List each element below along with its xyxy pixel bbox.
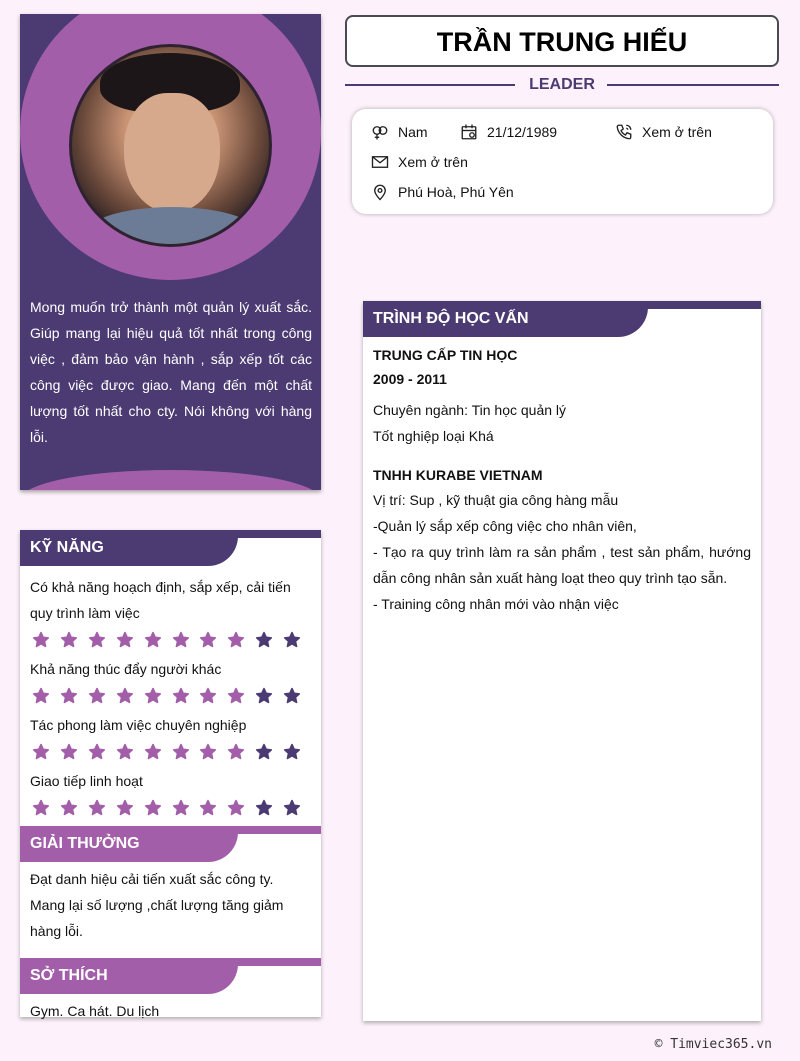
hobbies-header [20,958,321,994]
profile-card [20,14,321,490]
skill-rating [30,626,311,656]
duty-3: - Training công nhân mới vào nhận việc [373,596,619,612]
gender-icon [370,122,390,142]
star-filled-icon [60,743,88,763]
skills-title: KỸ NĂNG [20,530,238,566]
star-filled-icon [172,799,200,819]
skill-item [20,712,321,768]
star-filled-icon [172,687,200,707]
company-name: TNHH KURABE VIETNAM [373,467,543,483]
star-empty-icon [255,743,283,763]
star-filled-icon [60,687,88,707]
star-filled-icon [32,687,60,707]
contact-gender: Nam [370,121,428,143]
star-filled-icon [88,743,116,763]
contact-birthday: 21/12/1989 [459,121,557,143]
star-filled-icon [88,687,116,707]
star-filled-icon [227,687,255,707]
star-filled-icon [199,687,227,707]
skill-rating [30,738,311,768]
footer-credit: © Timviec365.vn [654,1037,772,1052]
skill-rating [30,682,311,712]
skill-name: Có khả năng hoạch định, sắp xếp, cải tiến quy trình làm việc [30,579,291,621]
major: Chuyên ngành: Tin học quản lý [373,402,567,418]
star-filled-icon [172,743,200,763]
star-empty-icon [283,687,311,707]
star-filled-icon [199,743,227,763]
contact-email: Xem ở trên [370,151,468,173]
star-filled-icon [32,743,60,763]
star-filled-icon [144,631,172,651]
contact-address: Phú Hoà, Phú Yên [370,181,514,203]
school-name: TRUNG CẤP TIN HỌC [373,347,518,363]
star-filled-icon [144,687,172,707]
skills-list [20,574,321,824]
education-title: TRÌNH ĐỘ HỌC VẤN [363,301,648,337]
star-filled-icon [116,799,144,819]
awards-title: GIẢI THƯỞNG [20,826,238,862]
star-filled-icon [227,631,255,651]
education-card [363,301,761,1021]
full-name: TRẦN TRUNG HIẾU [345,15,779,67]
star-filled-icon [144,799,172,819]
star-filled-icon [116,631,144,651]
career-objective: Mong muốn trở thành một quản lý xuất sắc. Giúp mang lại hiệu quả tốt nhất trong công việc , đảm bảo vận hành , sắp xếp tốt các công việc được giao. Mang đến một chất lượng tốt nhất cho cty. Nói không với hàng lỗi. [30,299,312,445]
job-title: LEADER [529,76,595,93]
grade: Tốt nghiệp loại Khá [373,428,494,444]
school-years: 2009 - 2011 [373,371,447,387]
skill-rating [30,794,311,824]
duty-1: -Quản lý sắp xếp công việc cho nhân viên, [373,518,637,534]
hobbies-text: Gym. Ca hát. Du lịch [30,1003,160,1019]
skill-name: Giao tiếp linh hoạt [30,773,143,789]
star-filled-icon [32,631,60,651]
star-empty-icon [283,743,311,763]
star-empty-icon [255,799,283,819]
calendar-icon [459,122,479,142]
star-filled-icon [88,799,116,819]
skill-name: Tác phong làm việc chuyên nghiệp [30,717,247,733]
star-filled-icon [60,799,88,819]
skills-header [20,530,321,566]
skill-item [20,656,321,712]
star-filled-icon [88,631,116,651]
star-filled-icon [227,799,255,819]
star-empty-icon [255,631,283,651]
skill-name: Khả năng thúc đẩy người khác [30,661,222,677]
skills-card [20,530,321,1017]
profile-bottom-arc [20,470,321,490]
star-filled-icon [116,687,144,707]
hobbies-title: SỞ THÍCH [20,958,238,994]
job-role: Vị trí: Sup , kỹ thuật gia công hàng mẫu [373,492,619,508]
envelope-icon [370,152,390,172]
duty-2: - Tạo ra quy trình làm ra sản phẩm , test sản phẩm, hướng dẫn công nhân sản xuất hàng loạt theo quy trình tạo sẵn. [373,544,751,586]
phone-icon [614,122,634,142]
star-filled-icon [32,799,60,819]
star-filled-icon [144,743,172,763]
education-header [363,301,761,337]
contact-phone: Xem ở trên [614,121,712,143]
location-pin-icon [370,182,390,202]
awards-text: Đạt danh hiệu cải tiến xuất sắc công ty. Mang lại số lượng ,chất lượng tăng giảm hàng lỗi. [30,871,284,939]
star-empty-icon [283,799,311,819]
skill-item [20,574,321,656]
star-filled-icon [199,631,227,651]
star-filled-icon [60,631,88,651]
skill-item [20,768,321,824]
job-title-row [345,74,779,96]
avatar [69,44,272,247]
star-empty-icon [255,687,283,707]
star-filled-icon [227,743,255,763]
star-filled-icon [172,631,200,651]
contact-box [352,109,773,214]
star-filled-icon [116,743,144,763]
star-empty-icon [283,631,311,651]
awards-header [20,826,321,862]
star-filled-icon [199,799,227,819]
